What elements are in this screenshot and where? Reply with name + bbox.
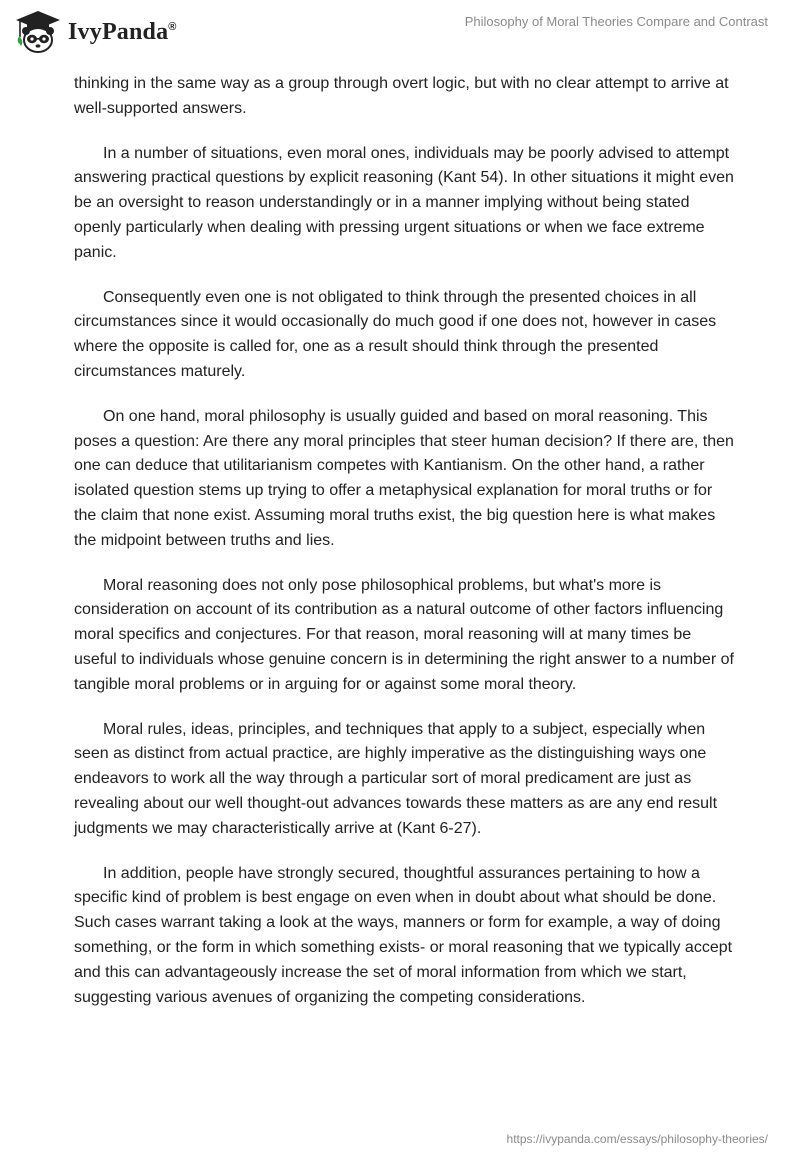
paragraph-2: In a number of situations, even moral ones, individuals may be poorly advised to attempt answering practical questions by explicit reasoning (Kant 54). In other situations it might even be an oversight to reason understandingly or in a manner implying without being stated openly particularly when dealing with pressing urgent situations or when we face extreme panic.: [74, 144, 734, 261]
document-title: Philosophy of Moral Theories Compare and Contrast: [464, 14, 768, 29]
paragraph-6: Moral rules, ideas, principles, and techniques that apply to a subject, especially when seen as distinct from actual practice, are highly imperative as the distinguishing ways one endeavors to work all the way through a particular sort of moral predicament are just as revealing about our well thought-out advances towards these matters as are any end result judgments we may characteristically arrive at (Kant 6-27).: [74, 720, 718, 837]
registered-mark: ®: [168, 20, 177, 33]
panda-graduate-icon: [14, 9, 62, 55]
ivypanda-logo[interactable]: [14, 6, 177, 58]
brand-name: [68, 19, 177, 46]
essay-body: [74, 72, 734, 1030]
paragraph-5: Moral reasoning does not only pose philosophical problems, but what's more is consideration on account of its contribution as a natural outcome of other factors influencing moral specifics and conjectures. For that reason, moral reasoning will at many times be useful to individuals whose genuine concern is in determining the right answer to a number of tangible moral problems or in arguing for or against some moral theory.: [74, 576, 734, 693]
paragraph-3: Consequently even one is not obligated to think through the presented choices in all circumstances since it would occasionally do much good if one does not, however in cases where the opposite is called for, one as a result should think through the presented circumstances maturely.: [74, 288, 717, 380]
paragraph-7: In addition, people have strongly secured, thoughtful assurances pertaining to how a specific kind of problem is best engage on even when in doubt about what should be done. Such cases warrant taking a look at the ways, manners or form for example, a way of doing something, or the form in which something exists- or moral reasoning that we typically accept and this can advantageously increase the set of moral information from which we start, suggesting various avenues of organizing the competing considerations.: [74, 864, 733, 1006]
paragraph-1: thinking in the same way as a group through overt logic, but with no clear attempt to arrive at well-supported answers.: [74, 75, 729, 117]
source-url[interactable]: https://ivypanda.com/essays/philosophy-theories/: [506, 1132, 768, 1146]
paragraph-4: On one hand, moral philosophy is usually guided and based on moral reasoning. This poses a question: Are there any moral principles that steer human decision? If there are, then one can deduce that utilitarianism competes with Kantianism. On the other hand, a rather isolated question stems up trying to offer a metaphysical explanation for moral truths or for the claim that none exist. Assuming moral truths exist, the big question here is what makes the midpoint between truths and lies.: [74, 407, 734, 549]
brand-text: IvyPanda: [68, 18, 169, 45]
page-header: [0, 0, 800, 70]
